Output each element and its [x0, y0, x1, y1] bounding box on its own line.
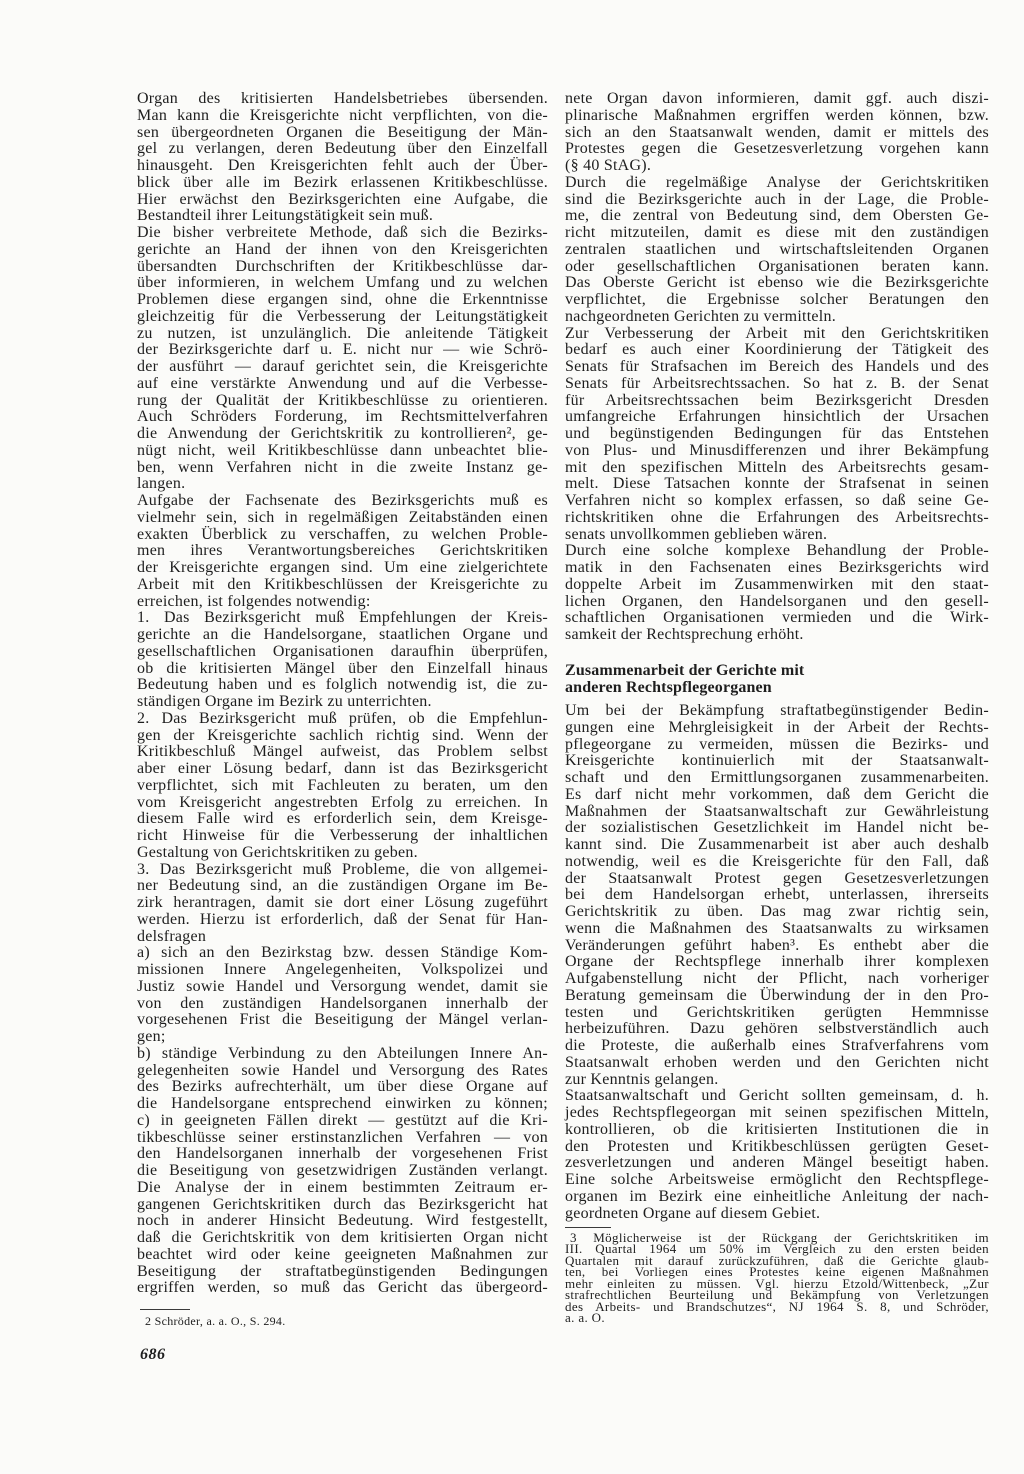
left-column-line: auf eine verstärkte Anwendung und auf die Verbesse-	[137, 374, 548, 392]
left-column-line: delsfragen	[137, 927, 207, 945]
left-column-line: men ihres Verantwortungsbereiches Gerichtskritiken	[137, 542, 548, 560]
left-column-line: noch in anderer Hinsicht Bedeutung. Wird festgestellt,	[137, 1212, 548, 1230]
right-column-line: nachgeordneten Gerichten zu vermitteln.	[565, 307, 836, 325]
left-column-line: ner Bedeutung sind, an die zuständigen Organe im Be-	[137, 877, 548, 895]
left-column-line: hinausgeht. Den Kreisgerichten fehlt auch der Über-	[137, 157, 548, 174]
right-column-line: Protestes gegen die Gesetzesverletzung vorgehen kann	[565, 140, 989, 158]
right-column-line: zur Kenntnis gelangen.	[565, 1070, 719, 1088]
left-column-line: werden. Hierzu ist erforderlich, daß der Senat für Han-	[137, 910, 548, 928]
left-column-line: Bedeutung haben und es folglich notwendig ist, die zu-	[137, 676, 548, 694]
left-column-line: b) ständige Verbindung zu den Abteilungen Innere An-	[137, 1044, 548, 1062]
left-column-line: tikbeschlüsse seiner erstinstanzlichen Verfahren — von	[137, 1128, 548, 1146]
right-column-line: mit den spezifischen Mitteln des Arbeitsrechts gesam-	[565, 458, 989, 476]
right-column-line: melt. Diese Tatsachen konnte der Strafsenat in seinen	[565, 475, 989, 493]
right-column-line: Senats für Strafsachen im Bereich des Handels und des	[565, 358, 989, 375]
right-column-line: schaft und den Ermittlungsorganen zusammenarbeiten.	[565, 769, 989, 786]
left-column-line: rung der Qualität der Kritikbeschlüsse zu orientieren.	[137, 391, 548, 409]
footnote-line: strafrechtlichen Beurteilung und Bekämpfung von Verletzungen	[565, 1287, 989, 1303]
left-column-line: Gestaltung von Gerichtskritiken zu geben.	[137, 843, 418, 861]
right-column-line: Durch die regelmäßige Analyse der Gerichtskritiken	[565, 173, 989, 191]
left-column-line: Kritikbeschluß Mängel aufweist, das Problem selbst	[137, 743, 548, 761]
right-column-line: den Protesten und Kritikbeschlüssen gerügten Geset-	[565, 1137, 989, 1155]
right-column-line: samkeit der Rechtsprechung erhöht.	[565, 626, 804, 643]
right-text-column-top	[565, 91, 989, 644]
right-column-line: Staatsanwaltschaft und Gericht sollten gemeinsam, d. h.	[565, 1087, 989, 1105]
left-column-line: ständigen Organe im Bezirk zu unterrichten.	[137, 693, 432, 710]
right-column-line: notwendig, weil es die Kreisgerichte für den Fall, daß	[565, 852, 989, 870]
left-column-line: Organ des kritisierten Handelsbetriebes übersenden.	[137, 90, 548, 107]
left-column-line: Die bisher verbreitete Methode, daß sich die Bezirks-	[137, 224, 548, 241]
left-column-line: a) sich an den Bezirkstag bzw. dessen Ständige Kom-	[137, 944, 548, 962]
right-column-line: plinarische Maßnahmen ergriffen werden können, bzw.	[565, 106, 989, 124]
section-heading-line: anderen Rechtspflegeorganen	[565, 678, 772, 696]
left-column-line: gerichte an die Handelsorgane, staatlichen Organe und	[137, 626, 548, 643]
left-column-line: c) in geeigneten Fällen direkt — gestützt auf die Kri-	[137, 1111, 548, 1129]
left-column-line: erreichen, ist folgendes notwendig:	[137, 592, 371, 610]
right-column-line: oder gesellschaftlichen Organisationen beraten kann.	[565, 257, 989, 275]
right-column-line: geordneten Organe auf diesem Gebiet.	[565, 1204, 821, 1222]
right-column-line: Verfahren nicht so komplex erfassen, so daß seine Ge-	[565, 492, 989, 509]
right-column-line: verpflichtet, die Ergebnisse solcher Beratungen den	[565, 291, 989, 308]
left-column-line: zirk herantragen, damit sie dort einer Lösung zugeführt	[137, 894, 548, 911]
left-column-line: vielmehr sein, sich in regelmäßigen Zeitabständen einen	[137, 508, 548, 526]
right-text-column-bottom	[565, 703, 989, 1222]
right-column-line: lichen Organen, den Handelsorganen und den gesell-	[565, 592, 989, 610]
left-column-line: Problemen diese ergangen sind, ohne die Erkenntnisse	[137, 291, 548, 308]
right-column-line: doppelte Arbeit im Zusammenwirken mit den staat-	[565, 575, 989, 593]
left-column-line: gerichte an Hand der ihnen von den Kreisgerichten	[137, 240, 548, 258]
left-column-line: vorgesehenen Frist die Beseitigung der Mängel verlan-	[137, 1011, 548, 1029]
right-column-line: schaftlichen Organisationen vermieden und die Wirk-	[565, 609, 989, 627]
right-column-line: me, die zentral von Bedeutung sind, dem Obersten Ge-	[565, 207, 989, 225]
right-column-line: Maßnahmen der Staatsanwaltschaft zur Gewährleistung	[565, 802, 989, 820]
right-column-line: sind die Bezirksgerichte auch in der Lage, die Proble-	[565, 190, 989, 208]
left-column-line: blick über alle im Bezirk erlassenen Kritikbeschlüsse.	[137, 173, 548, 191]
left-column-line: der ausführt — darauf gerichtet sein, die Kreisgerichte	[137, 358, 548, 375]
left-column-line: beachtet wird oder keine geeigneten Maßnahmen zur	[137, 1245, 548, 1263]
left-column-line: gesellschaftlichen Organisationen daraufhin überprüfen,	[137, 642, 548, 660]
left-column-line: übersandten Durchschriften der Kritikbeschlüsse dar-	[137, 257, 548, 275]
left-column-line: Arbeit mit den Kritikbeschlüssen der Kreisgerichte zu	[137, 575, 548, 593]
section-heading	[565, 663, 989, 697]
footnote-2: 2 Schröder, a. a. O., S. 294.	[145, 1314, 286, 1328]
left-column-line: exakten Überblick zu verschaffen, zu welchen Proble-	[137, 525, 548, 543]
right-column-line: organen im Bezirk eine einheitliche Anleitung der nach-	[565, 1187, 989, 1205]
left-column-line: die Handelsorgane entsprechend einwirken zu können;	[137, 1095, 548, 1112]
footnote-3	[565, 1232, 989, 1323]
right-column-line: richtskritiken ohne die Erfahrungen des Arbeitsrechts-	[565, 508, 989, 526]
left-column-line: nügt nicht, weil Kritikbeschlüsse dann unbeachtet blie-	[137, 441, 548, 459]
right-column-line: Aufgabenstellung nicht der Pflicht, nach vorheriger	[565, 970, 989, 987]
left-column-line: ob die kritisierten Mängel über den Einzelfall hinaus	[137, 659, 548, 677]
section-heading-line: Zusammenarbeit der Gerichte mit	[565, 662, 805, 679]
right-column-line: senats unvollkommen geblieben wären.	[565, 525, 828, 543]
left-column-line: 1. Das Bezirksgericht muß Empfehlungen der Kreis-	[137, 609, 548, 627]
left-column-line: gelegenheiten sowie Handel und Versorgung des Rates	[137, 1061, 548, 1079]
right-column-line: die Proteste, die außerhalb eines Strafverfahrens vom	[565, 1037, 989, 1054]
footnote-line: 3 Möglicherweise ist der Rückgang der Gerichtskritiken im	[570, 1230, 989, 1245]
left-column-line: des Bezirks aufrechterhält, um über diese Organe auf	[137, 1078, 548, 1096]
left-column-line: die Beseitigung von gesetzwidrigen Zuständen verlangt.	[137, 1162, 548, 1179]
left-column-line: gen;	[137, 1028, 166, 1045]
left-column-line: der Bezirksgerichte darf u. E. nicht nur — wie Schrö-	[137, 341, 548, 359]
left-column-line: 2. Das Bezirksgericht muß prüfen, ob die Empfehlun-	[137, 709, 548, 727]
right-column-line: Senats für Arbeitsrechtssachen. So hat z. B. der Senat	[565, 374, 989, 392]
left-column-line: ergriffen werden, so muß das Gericht das übergeord-	[137, 1279, 548, 1297]
left-column-line: gel zu verlangen, deren Bedeutung über den Einzelfall	[137, 140, 548, 158]
right-column-line: und begünstigenden Bedingungen für das Entstehen	[565, 425, 989, 442]
left-column-line: Die Analyse der in einem bestimmten Zeitraum er-	[137, 1178, 548, 1196]
left-column-line: 3. Das Bezirksgericht muß Probleme, die von allgemei-	[137, 860, 548, 878]
right-column-line: wenn die Maßnahmen des Staatsanwalts zu wirksamen	[565, 919, 989, 937]
left-column-line: langen.	[137, 475, 186, 493]
right-column-line: kontrollieren, ob die kritisierten Institutionen die in	[565, 1120, 989, 1138]
left-column-line: Aufgabe der Fachsenate des Bezirksgerichts muß es	[137, 492, 548, 509]
left-column-line: Bestandteil ihrer Leitungstätigkeit sein muß.	[137, 207, 434, 225]
left-column-line: ben, wenn Verfahren nicht in die zweite Instanz ge-	[137, 458, 548, 476]
left-column-line: den Handelsorganen innerhalb der vorgesehenen Frist	[137, 1145, 548, 1163]
right-column-line: matik in den Fachsenaten eines Bezirksgerichts wird	[565, 559, 989, 576]
right-column-line: bei dem Handelsorgan erhebt, unterlassen, ihrerseits	[565, 886, 989, 904]
left-column-line: richt Hinweise für die Verbesserung der inhaltlichen	[137, 827, 548, 844]
footnote-line: III. Quartal 1964 um 50% im Vergleich zu den ersten beiden	[565, 1241, 989, 1257]
left-column-line: gen der Kreisgerichte sachlich richtig sind. Wenn der	[137, 726, 548, 744]
left-column-line: Auch Schröders Forderung, im Rechtsmittelverfahren	[137, 408, 548, 426]
right-column-line: Zur Verbesserung der Arbeit mit den Gerichtskritiken	[565, 324, 989, 342]
right-column-line: Es darf nicht mehr vorkommen, daß dem Gericht die	[565, 785, 989, 803]
right-column-line: pflegeorgane zu vermeiden, müssen die Bezirks- und	[565, 735, 989, 753]
right-column-line: umfangreiche Erfahrungen hinsichtlich der Ursachen	[565, 408, 989, 426]
page-number: 686	[140, 1346, 166, 1363]
right-column-line: Beratung gemeinsam die Überwindung der in den Pro-	[565, 986, 989, 1004]
right-column-line: Um bei der Bekämpfung straftatbegünstigender Bedin-	[565, 702, 989, 719]
footnote-line: des Arbeits- und Brandschutzes“, NJ 1964 S. 8, und Schröder,	[565, 1298, 989, 1314]
left-column-line: gleichzeitig für die Verbesserung der Leitungstätigkeit	[137, 307, 548, 325]
footnote-line: Quartalen mit darauf zurückzuführen, daß die Gerichte glaub-	[565, 1252, 989, 1268]
right-column-line: gungen eine Mehrgleisigkeit in der Arbeit der Rechts-	[565, 718, 989, 736]
left-column-line: sen übergeordneten Organen die Beseitigung der Män-	[137, 123, 548, 141]
right-column-line: Durch eine solche komplexe Behandlung der Proble-	[565, 542, 989, 560]
left-column-line: vom Kreisgericht angestrebten Erfolg zu erreichen. In	[137, 793, 548, 811]
right-column-line: für Arbeitsrechtssachen beim Bezirksgericht Dresden	[565, 391, 989, 409]
right-column-line: testen und Gerichtskritiken gerügten Hemmnisse	[565, 1003, 989, 1021]
left-column-line: Man kann die Kreisgerichte nicht verpflichten, von die-	[137, 106, 548, 124]
left-column-line: Hier erwächst den Bezirksgerichten eine Aufgabe, die	[137, 190, 548, 208]
left-column-line: zu nutzen, ist unzulänglich. Die anleitende Tätigkeit	[137, 324, 548, 342]
right-column-line: zesverletzungen und anderen Mängel beseitigt haben.	[565, 1154, 989, 1172]
left-column-line: verpflichtet, sich mit Fachleuten zu beraten, um den	[137, 776, 548, 794]
right-column-line: der Staatsanwalt Protest gegen Gesetzesverletzungen	[565, 869, 989, 887]
left-column-line: daß die Gerichtskritik von dem kritisierten Organ nicht	[137, 1229, 548, 1246]
left-column-line: der Kreisgerichte ergangen sind. Um eine zielgerichtete	[137, 559, 548, 576]
right-column-line: Eine solche Arbeitsweise ermöglicht den Rechtspflege-	[565, 1171, 989, 1188]
right-column-line: Gerichtskritik zu üben. Das mag zwar richtig sein,	[565, 903, 989, 920]
right-column-line: Kreisgerichte kontinuierlich mit der Staatsanwalt-	[565, 752, 989, 770]
right-column-line: nete Organ davon informieren, damit ggf. auch diszi-	[565, 90, 989, 107]
right-column-line: Staatsanwalt erhoben werden und den Gerichten nicht	[565, 1053, 989, 1071]
footnote-line: mehr einleiten zu müssen. Vgl. hierzu Etzold/Wittenbeck, „Zur	[565, 1275, 989, 1291]
right-column-line: jedes Rechtspflegeorgan mit seinen spezifischen Mitteln,	[565, 1104, 989, 1121]
right-column-line: der sozialistischen Gesetzlichkeit im Handel nicht be-	[565, 819, 989, 837]
right-column-line: richt mitzuteilen, damit es diese mit den zuständigen	[565, 224, 989, 241]
right-column-line: herbeizuführen. Dazu gehören selbstverständlich auch	[565, 1020, 989, 1038]
right-column-line: bedarf es auch einer Koordinierung der Tätigkeit des	[565, 341, 989, 359]
right-column-line: Das Oberste Gericht ist ebenso wie die Bezirksgerichte	[565, 274, 989, 292]
left-column-line: gangenen Gerichtskritiken durch das Bezirksgericht hat	[137, 1195, 548, 1213]
left-column-line: die Anwendung der Gerichtskritik zu kontrollieren², ge-	[137, 425, 548, 442]
right-column-line: Veränderungen geführt haben³. Es enthebt aber die	[565, 936, 989, 954]
right-column-line: Organe der Rechtspflege innerhalb ihrer komplexen	[565, 953, 989, 971]
left-text-column	[137, 91, 548, 1297]
left-column-line: Justiz sowie Handel und Versorgung wendet, damit sie	[137, 977, 548, 995]
left-column-line: aber einer Lösung bedarf, dann ist das Bezirksgericht	[137, 760, 548, 777]
left-column-line: Beseitigung der straftatbegünstigenden Bedingungen	[137, 1262, 548, 1280]
right-column-line: kannt sind. Die Zusammenarbeit ist aber auch deshalb	[565, 836, 989, 853]
right-column-line: von Plus- und Minusdifferenzen und ihrer Bekämpfung	[565, 441, 989, 459]
left-column-line: diesem Falle wird es erforderlich sein, dem Kreisge-	[137, 810, 548, 828]
footnote-line: ten, bei Vorliegen eines Protestes keine eigenen Maßnahmen	[565, 1264, 989, 1280]
footnote-rule	[565, 1227, 611, 1228]
right-column-line: (§ 40 StAG).	[565, 157, 652, 174]
left-column-line: von den zuständigen Handelsorganen innerhalb der	[137, 994, 548, 1012]
footnote-line: a. a. O.	[565, 1309, 605, 1325]
footnote-rule	[140, 1309, 190, 1310]
right-column-line: zentralen staatlichen und wirtschaftsleitenden Organen	[565, 240, 989, 258]
right-column-line: sich an den Staatsanwalt wenden, damit er mittels des	[565, 123, 989, 141]
left-column-line: über informieren, in welchem Umfang und zu welchen	[137, 274, 548, 292]
left-column-line: missionen Innere Angelegenheiten, Volkspolizei und	[137, 961, 548, 978]
